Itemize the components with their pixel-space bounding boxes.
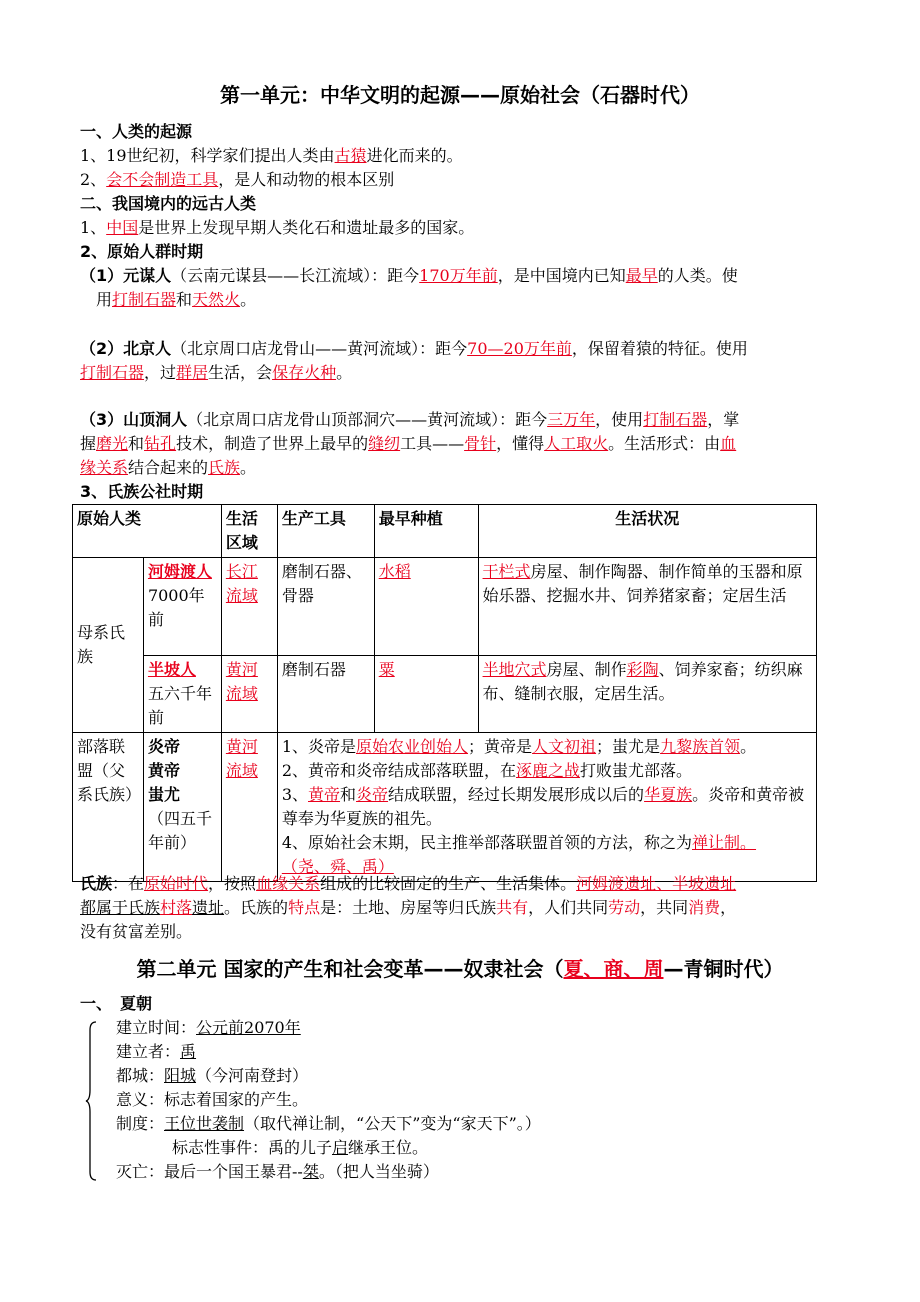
tribe-event-2: 2、黄帝和炎帝结成部落联盟，在涿鹿之战打败蚩尤部落。 xyxy=(281,761,693,780)
tribe-event-4: 4、原始社会末期，民主推举部落联盟首领的方法，称之为禅让制。 （尧、舜、禹） xyxy=(281,833,757,876)
table-row-banpo xyxy=(73,656,817,733)
table-row-hemudu xyxy=(73,558,817,656)
xia-event: 标志性事件：禹的儿子启继承王位。 xyxy=(172,1138,429,1157)
origin-line-1: 1、19世纪初，科学家们提出人类由古猿进化而来的。 xyxy=(80,146,463,165)
clan-definition-line-2: 都属于氏族村落遗址。氏族的特点是：土地、房屋等归氏族共有，人们共同劳动，共同消费， xyxy=(80,898,737,917)
xia-meaning: 意义：标志着国家的产生。 xyxy=(116,1090,309,1109)
clan-definition-line-1: 氏族：在原始时代，按照血缘关系组成的比较固定的生产、生活集体。河姆渡遗址、半坡遗址 xyxy=(80,874,737,893)
xia-founder: 建立者：禹 xyxy=(116,1042,197,1061)
subheading-primitive-groups: 2、原始人群时期 xyxy=(80,242,204,261)
tribe-event-3: 3、黄帝和炎帝结成联盟，经过长期发展形成以后的华夏族。炎帝和黄帝被尊奉为华夏族的祖先。 xyxy=(281,785,805,828)
cell-hemudu-tools: 磨制石器、骨器 xyxy=(277,558,374,656)
xia-system: 制度：王位世袭制（取代禅让制，“公天下”变为“家天下”。） xyxy=(116,1114,541,1133)
beijing-line-1: （2）北京人（北京周口店龙骨山——黄河流域）：距今70—20万年前，保留着猿的特征。使用 xyxy=(80,339,748,358)
xia-dynasty-heading: 一、 夏朝 xyxy=(80,994,153,1013)
cell-banpo-life: 半地穴式房屋、制作彩陶、饲养家畜；纺织麻布、缝制衣服，定居生活。 xyxy=(478,656,816,733)
clan-commune-table xyxy=(72,504,817,882)
header-tools: 生产工具 xyxy=(277,505,374,558)
beijing-line-2: 打制石器，过群居生活，会保存火种。 xyxy=(80,363,353,382)
ancient-line-1: 1、中国是世界上发现早期人类化石和遗址最多的国家。 xyxy=(80,218,475,237)
unit1-title: 第一单元：中华文明的起源——原始社会（石器时代） xyxy=(220,83,700,107)
header-life: 生活状况 xyxy=(478,505,816,558)
keyword: 会不会制造工具 xyxy=(106,170,219,189)
group-matrilineal: 母系氏族 xyxy=(73,558,144,733)
xia-capital: 都城：阳城（今河南登封） xyxy=(116,1066,309,1085)
shanding-line-2: 握磨光和钻孔技术，制造了世界上最早的缝纫工具——骨针，懂得人工取火。生活形式：由血 xyxy=(80,434,737,453)
unit2-title: 第二单元 国家的产生和社会变革——奴隶社会（夏、商、周—青铜时代） xyxy=(136,957,784,981)
section-heading-ancient: 二、我国境内的远古人类 xyxy=(80,194,257,213)
group-tribal-alliance: 部落联盟（父系氏族） xyxy=(73,733,144,882)
keyword: 古猿 xyxy=(334,146,367,165)
header-region: 生活区域 xyxy=(221,505,277,558)
header-primitive-humans: 原始人类 xyxy=(73,505,222,558)
xia-fall: 灭亡：最后一个国王暴君--桀。（把人当坐骑） xyxy=(116,1162,439,1181)
tribe-event-1: 1、炎帝是原始农业创始人；黄帝是人文初祖；蚩尤是九黎族首领。 xyxy=(281,737,757,756)
origin-line-2: 2、会不会制造工具，是人和动物的根本区别 xyxy=(80,170,395,189)
subheading-clan-commune: 3、氏族公社时期 xyxy=(80,482,204,501)
table-header-row xyxy=(73,505,817,558)
cell-banpo-tools: 磨制石器 xyxy=(277,656,374,733)
cell-banpo-name: 半坡人 五六千年前 xyxy=(143,656,221,733)
cell-banpo-region: 黄河流域 xyxy=(221,656,277,733)
shanding-line-3: 缘关系结合起来的氏族。 xyxy=(80,458,257,477)
header-crop: 最早种植 xyxy=(374,505,478,558)
cell-tribe-events xyxy=(277,733,816,882)
cell-tribe-region: 黄河流域 xyxy=(221,733,277,882)
section-heading-origin: 一、人类的起源 xyxy=(80,122,193,141)
cell-hemudu-life: 干栏式房屋、制作陶器、制作简单的玉器和原始乐器、挖掘水井、饲养猪家畜；定居生活 xyxy=(478,558,816,656)
cell-hemudu-name: 河姆渡人 7000年前 xyxy=(143,558,221,656)
cell-hemudu-crop: 水稻 xyxy=(374,558,478,656)
table-row-tribal-alliance xyxy=(73,733,817,882)
yuanmou-line-1: （1）元谋人（云南元谋县——长江流域）：距今170万年前，是中国境内已知最早的人类。使 xyxy=(80,266,738,285)
yuanmou-line-2: 用打制石器和天然火。 xyxy=(96,290,257,309)
cell-banpo-crop: 粟 xyxy=(374,656,478,733)
cell-hemudu-region: 长江流域 xyxy=(221,558,277,656)
xia-founded: 建立时间：公元前2070年 xyxy=(116,1018,301,1037)
curly-brace-icon xyxy=(84,1020,98,1182)
keyword: 中国 xyxy=(106,218,139,237)
shanding-line-1: （3）山顶洞人（北京周口店龙骨山顶部洞穴——黄河流域）：距今三万年，使用打制石器，掌 xyxy=(80,410,740,429)
clan-definition-line-3: 没有贫富差别。 xyxy=(80,922,193,941)
cell-tribe-names: 炎帝 黄帝 蚩尤 （四五千年前） xyxy=(143,733,221,882)
